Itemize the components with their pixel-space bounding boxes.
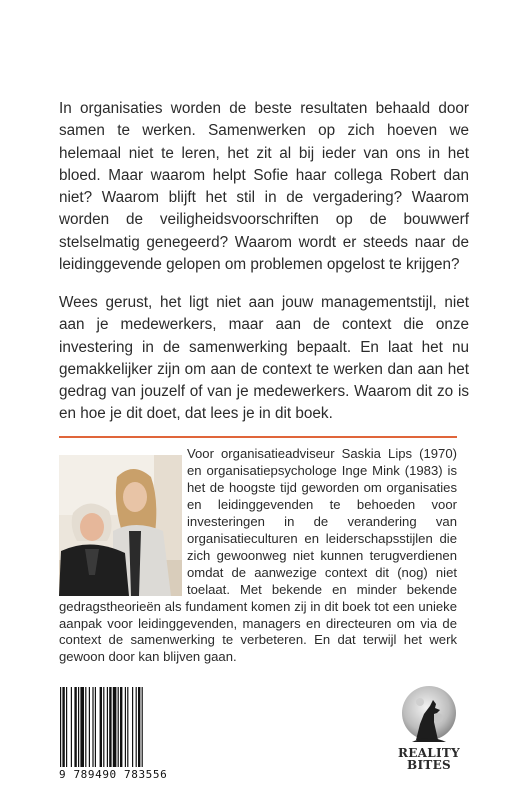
wolf-moon-icon xyxy=(400,684,458,742)
orange-divider xyxy=(59,436,457,438)
author-bio xyxy=(59,446,457,666)
publisher-logo xyxy=(389,684,469,771)
second-paragraph: Wees gerust, het ligt niet aan jouw managementstijl, niet aan je medewerkers, maar aan de context die onze investering in de samenwerking bepaalt. En laat het nu gemakkelijker zijn om aan de context te werken dan aan het gedrag van jouzelf of van je medewerkers. Waarom dit zo is en hoe je dit doet, dat lees je in dit boek. xyxy=(59,294,469,423)
author-bio-text: Voor organisatieadviseur Saskia Lips (1970) en organisatiepsychologe Inge Mink (1983) is het de hoogste tijd geworden om organisaties en leidinggevenden te behoeden voor investeringen in de verandering van organisatieculturen en leiderschapsstijlen die zich gewoonweg niet kunnen terugverdienen omdat de aanwezige context dit (nog) niet toelaat. Met bekende en minder bekende gedragstheorieën als fundament komen zij in dit boek tot een unieke aanpak voor leidinggevenden, managers en directeuren om via de context de samenwerking te verbeteren. En dat terwijl het werk gewoon door kan blijven gaan. xyxy=(59,446,457,665)
isbn-barcode xyxy=(59,687,181,781)
intro-paragraph: In organisaties worden de beste resultaten behaald door samen te werken. Samenwerken op zich hoeven we helemaal niet te leren, het zit al bij ieder van ons in het bloed. Maar waarom helpt Sofie haar collega Robert dan niet? Waarom blijft het stil in de vergadering? Waarom worden de veiligheidsvoorschriften op de bouwwerf stelselmatig genegeerd? Waarom wordt er steeds naar de leidinggevende gelopen om problemen opgelost te krijgen? xyxy=(59,100,469,274)
publisher-name-line1: REALITY xyxy=(397,746,461,760)
isbn-number: 9 789490 783556 xyxy=(59,768,168,781)
barcode-graphic xyxy=(59,687,181,767)
publisher-name-line2: BITES xyxy=(407,758,451,772)
